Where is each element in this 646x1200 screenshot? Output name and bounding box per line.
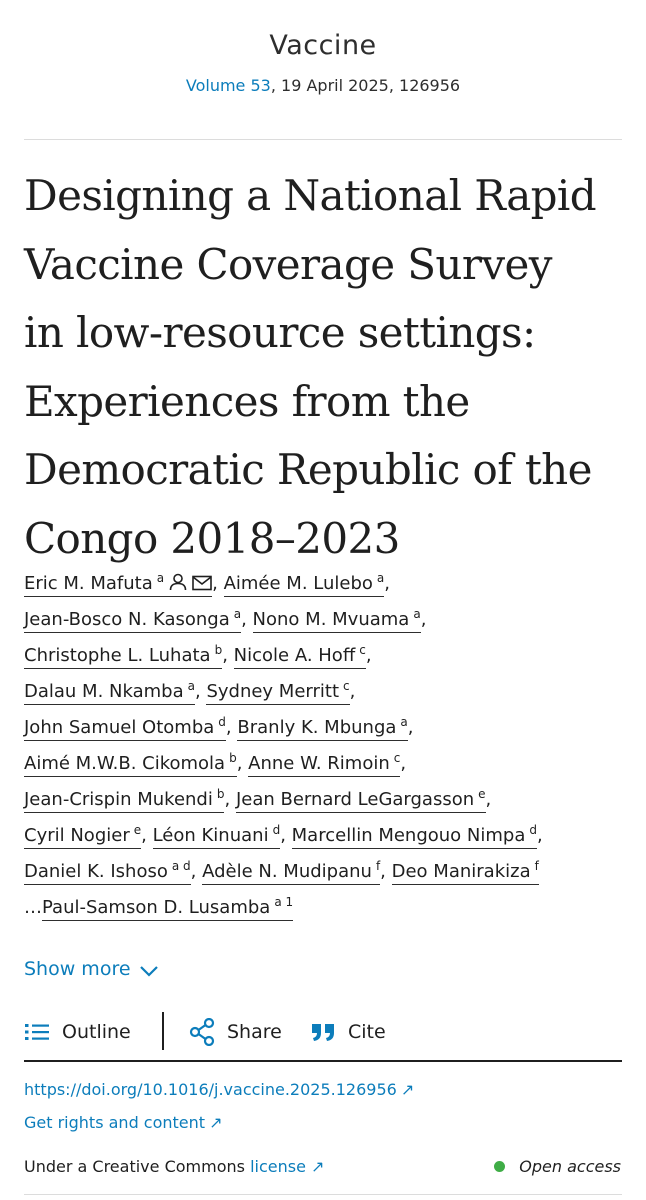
doi-link[interactable]	[24, 1080, 414, 1099]
author-link[interactable]	[206, 681, 349, 705]
author-name: Sydney Merritt	[206, 681, 340, 702]
author-name: Eric M. Mafuta	[24, 573, 153, 594]
author-name: Adèle N. Mudipanu	[202, 861, 372, 882]
author-link[interactable]	[253, 609, 421, 633]
author-link[interactable]	[24, 825, 141, 849]
author-line: Jean-Bosco N. Kasonga $^a$, Nono M. Mvuama $^a$,	[24, 602, 629, 638]
author-name: John Samuel Otomba	[24, 717, 215, 738]
show-more-label: Show more	[24, 958, 131, 980]
author-link[interactable]	[24, 789, 224, 813]
title-line: Vaccine Coverage Survey	[24, 239, 552, 289]
email-icon	[192, 575, 212, 591]
author-line: Christophe L. Luhata $^b$, Nicole A. Hoff $^c$,	[24, 638, 629, 674]
title-line: Experiences from the	[24, 376, 470, 426]
open-access-label: Open access	[519, 1157, 621, 1176]
doi-text: https://doi.org/10.1016/j.vaccine.2025.126956	[24, 1080, 397, 1099]
author-link[interactable]	[236, 789, 486, 813]
open-access-badge	[494, 1157, 621, 1176]
affiliation-marker: a	[187, 679, 195, 693]
author-line: Jean-Crispin Mukendi $^b$, Jean Bernard LeGargasson $^e$,	[24, 782, 629, 818]
author-link[interactable]	[24, 573, 212, 597]
author-name: Dalau M. Nkamba	[24, 681, 184, 702]
title-line: in low-resource settings:	[24, 308, 536, 357]
author-name: Nicole A. Hoff	[233, 645, 356, 666]
author-name: Jean-Crispin Mukendi	[24, 789, 213, 810]
affiliation-marker: b	[216, 787, 225, 801]
affiliation-marker: a	[233, 607, 242, 621]
affiliation-marker: c	[343, 679, 350, 693]
author-link[interactable]	[153, 825, 281, 849]
author-list	[24, 566, 629, 926]
journal-title[interactable]: Vaccine	[269, 30, 377, 61]
external-link-icon: ↗	[311, 1157, 325, 1176]
author-name: Nono M. Mvuama	[252, 609, 410, 630]
affiliation-marker: b	[214, 643, 223, 657]
affiliation-marker: d	[529, 823, 537, 837]
ellipsis: …	[24, 897, 42, 918]
author-link[interactable]	[24, 609, 241, 633]
share-button[interactable]	[189, 1010, 282, 1054]
author-link[interactable]	[24, 861, 191, 885]
outline-label: Outline	[62, 1021, 131, 1043]
author-name: Deo Manirakiza	[391, 861, 531, 882]
author-link[interactable]	[42, 897, 293, 921]
article-actions	[24, 1010, 622, 1054]
header-divider	[24, 139, 622, 140]
author-name: Branly K. Mbunga	[237, 717, 397, 738]
author-name: Christophe L. Luhata	[24, 645, 211, 666]
affiliation-marker: b	[229, 751, 237, 765]
affiliation-marker: d	[218, 715, 226, 729]
title-line: Designing a National Rapid	[24, 171, 597, 220]
actions-divider	[24, 1060, 622, 1062]
issue-info	[0, 76, 646, 95]
issue-date-number: , 19 April 2025, 126956	[270, 76, 461, 95]
affiliation-marker: e	[133, 823, 142, 837]
affiliation-marker: c	[393, 751, 401, 765]
author-name: Marcellin Mengouo Nimpa	[291, 825, 526, 846]
share-label: Share	[227, 1021, 282, 1043]
affiliation-marker: a	[400, 715, 408, 729]
chevron-down-icon	[139, 964, 159, 978]
affiliation-marker: a	[376, 571, 385, 585]
author-link[interactable]	[224, 573, 385, 597]
list-icon	[24, 1022, 50, 1042]
author-name: Cyril Nogier	[24, 825, 130, 846]
title-line: Congo 2018–2023	[24, 513, 400, 563]
author-link[interactable]	[24, 645, 222, 669]
outline-button[interactable]	[24, 1010, 131, 1054]
author-link[interactable]	[24, 753, 237, 777]
author-link[interactable]	[234, 645, 366, 669]
author-name: Daniel K. Ishoso	[24, 861, 168, 882]
affiliation-marker: a d	[171, 859, 191, 873]
action-divider	[162, 1012, 164, 1050]
affiliation-marker: a	[156, 571, 165, 585]
author-link[interactable]	[24, 717, 226, 741]
author-name: Aimé M.W.B. Cikomola	[24, 753, 226, 774]
rights-text: Get rights and content	[24, 1113, 206, 1132]
article-title	[24, 162, 629, 573]
affiliation-marker: a 1	[274, 895, 294, 909]
show-more-button[interactable]	[24, 958, 159, 980]
author-name: Paul-Samson D. Lusamba	[42, 897, 271, 918]
affiliation-marker: e	[478, 787, 486, 801]
external-link-icon: ↗	[209, 1113, 223, 1132]
affiliation-marker: f	[375, 859, 381, 873]
author-line: Eric M. Mafuta $^a$ , Aimée M. Lulebo $^a$,	[24, 566, 629, 602]
author-name: Aimée M. Lulebo	[223, 573, 373, 594]
affiliation-marker: c	[359, 643, 366, 657]
author-line: Aimé M.W.B. Cikomola $^b$, Anne W. Rimoin $^c$,	[24, 746, 629, 782]
author-name: Léon Kinuani	[152, 825, 269, 846]
author-line: John Samuel Otomba $^d$, Branly K. Mbunga $^a$,	[24, 710, 629, 746]
person-icon	[169, 573, 187, 591]
author-name: Jean Bernard LeGargasson	[235, 789, 475, 810]
quote-icon	[310, 1021, 336, 1043]
volume-link[interactable]: Volume 53	[185, 76, 271, 95]
author-link[interactable]	[392, 861, 539, 885]
license-statement	[24, 1157, 324, 1176]
license-link[interactable]	[250, 1157, 324, 1176]
license-prefix: Under a Creative Commons	[24, 1157, 251, 1176]
footer-divider	[24, 1194, 622, 1195]
external-link-icon: ↗	[400, 1080, 415, 1099]
author-link[interactable]	[237, 717, 407, 741]
open-access-dot-icon	[494, 1161, 505, 1172]
author-link[interactable]	[24, 681, 195, 705]
license-link-text: license	[250, 1157, 306, 1176]
cite-button[interactable]	[310, 1010, 386, 1054]
author-name: Jean-Bosco N. Kasonga	[24, 609, 230, 630]
cite-label: Cite	[348, 1021, 386, 1043]
author-line: Cyril Nogier $^e$, Léon Kinuani $^d$, Marcellin Mengouo Nimpa $^d$,	[24, 818, 629, 854]
author-line: Dalau M. Nkamba $^a$, Sydney Merritt $^c$,	[24, 674, 629, 710]
author-line: Daniel K. Ishoso $^{a d}$, Adèle N. Mudipanu $^f$, Deo Manirakiza $^f$	[24, 854, 629, 890]
author-link[interactable]	[248, 753, 400, 777]
author-link[interactable]	[202, 861, 380, 885]
share-icon	[189, 1018, 215, 1046]
affiliation-marker: d	[272, 823, 281, 837]
author-name: Anne W. Rimoin	[248, 753, 390, 774]
title-line: Democratic Republic of the	[24, 445, 592, 494]
author-line	[24, 890, 629, 926]
rights-link[interactable]	[24, 1113, 222, 1132]
affiliation-marker: a	[413, 607, 421, 621]
author-link[interactable]	[292, 825, 537, 849]
affiliation-marker: f	[534, 859, 539, 873]
